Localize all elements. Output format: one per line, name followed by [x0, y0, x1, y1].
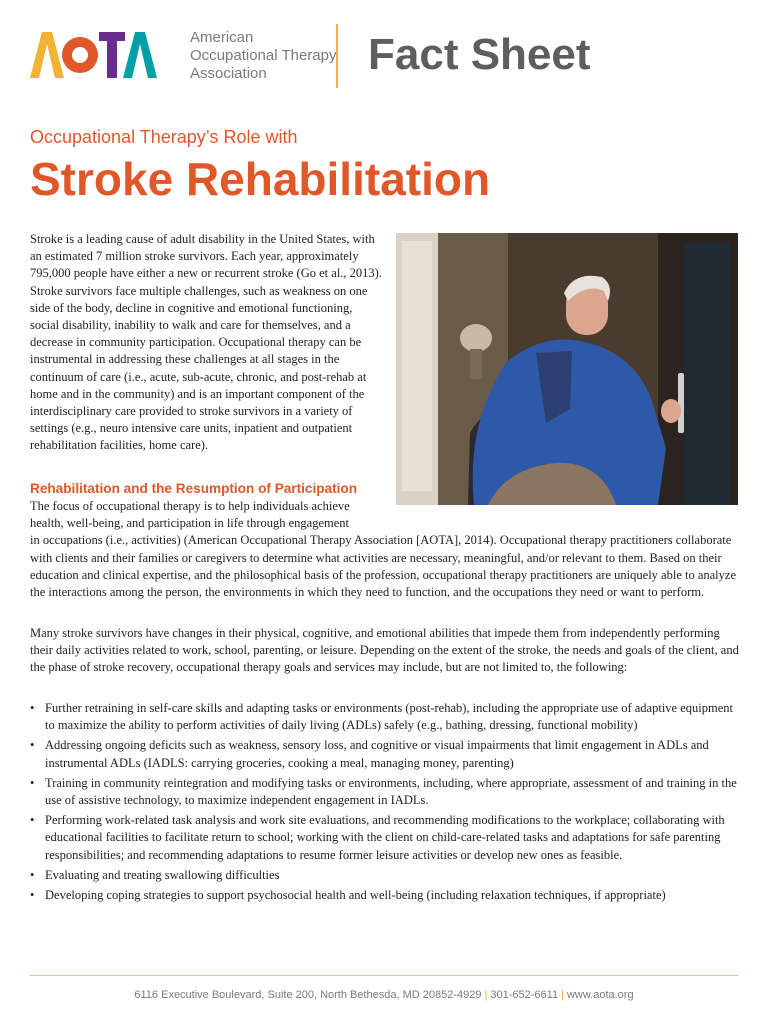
section-heading: Rehabilitation and the Resumption of Participation	[30, 481, 358, 496]
list-item: • Performing work-related task analysis and work site evaluations, and recommending modifications to the workplace; collaborating with educational facilities to facilitate return to school; working with the client on child-care-related tasks and adaptations for safe parenting responsibilities; and recommending adaptations to resume former leisure activities or develop new ones as feasible.	[30, 812, 742, 864]
list-item: • Further retraining in self-care skills and adapting tasks or environments (post-rehab), including the appropriate use of adaptive equipment to maximize the ability to perform activities of daily living (ADLs) safely (e.g., bathing, dressing, functional mobility)	[30, 700, 742, 734]
footer-separator: |	[561, 989, 564, 1001]
document-type: Fact Sheet	[368, 30, 591, 79]
page-title: Stroke Rehabilitation	[30, 153, 491, 205]
footer-divider	[30, 975, 738, 976]
body-paragraph-focus	[30, 498, 740, 601]
list-item: • Evaluating and treating swallowing difficulties	[30, 867, 742, 884]
intro-paragraph: Stroke is a leading cause of adult disability in the United States, with an estimated 7 million stroke survivors. Each year, approximately 795,000 people have either a new or recurrent stroke (Go et al., 2013). Stroke survivors face multiple challenges, such as weakness on one side of the body, decline in cognitive and emotional functioning, social disability, inability to walk and care for themselves, and a decrease in community participation. Occupational therapy can be instrumental in addressing these challenges at all stages in the continuum of care (i.e., acute, sub-acute, chronic, and post-rehab at home and in the community) and is an important component of the interdisciplinary care provided to stroke survivors in a variety of settings (e.g., neuro intensive care units, inpatient and outpatient rehabilitation facilities, home care).	[30, 232, 382, 453]
footer-website-link[interactable]: www.aota.org	[566, 989, 634, 1001]
title-subtitle: Occupational Therapy’s Role with	[30, 127, 298, 147]
list-item: • Training in community reintegration and modifying tasks or environments, including, where appropriate, assessment of and training in the use of assistive technology, to maximize independent engagement in IADLs.	[30, 775, 742, 809]
body-paragraph-focus-lead: The focus of occupational therapy is to help individuals achieve health, well-being, and participation in life through engagement	[30, 499, 350, 531]
footer-separator: |	[484, 989, 488, 1001]
footer-phone[interactable]: 301-652-6611	[490, 989, 559, 1001]
organization-name: American Occupational Therapy Association	[190, 29, 337, 82]
header-divider	[336, 24, 338, 88]
list-item: • Developing coping strategies to support psychosocial health and well-being (including relaxation techniques, if appropriate)	[30, 887, 742, 904]
aota-logo[interactable]	[30, 32, 158, 78]
services-list	[30, 700, 742, 907]
stroke-survivor-photo	[396, 233, 738, 505]
header	[30, 24, 750, 94]
footer-address: 6116 Executive Boulevard, Suite 200, North Bethesda, MD 20852-4929	[134, 989, 482, 1001]
footer	[0, 988, 768, 1002]
body-paragraph-changes: Many stroke survivors have changes in their physical, cognitive, and emotional abilities that impede them from independently performing their daily activities related to work, school, parenting, or leisure. Depending on the extent of the stroke, the needs and goals of the client, and the phase of stroke recovery, occupational therapy goals and services may include, but are not limited to, the following:	[30, 626, 739, 675]
list-item: • Addressing ongoing deficits such as weakness, sensory loss, and cognitive or visual impairments that limit engagement in ADLs and instrumental ADLs (IADLS: carrying groceries, cooking a meal, managing money, parenting)	[30, 737, 742, 771]
body-paragraph-focus-rest: in occupations (i.e., activities) (American Occupational Therapy Association [AOTA], 2014). Occupational therapy practitioners collaborate with clients and their families or caregivers to determine what activities are necessary, meaningful, and/or relevant to them. Based on their education and clinical expertise, and the philosophical basis of the profession, occupational therapy practitioners are uniquely able to analyze the interactions among the person, the environments in which they need to function, and the occupations they need or want to perform.	[30, 533, 736, 600]
